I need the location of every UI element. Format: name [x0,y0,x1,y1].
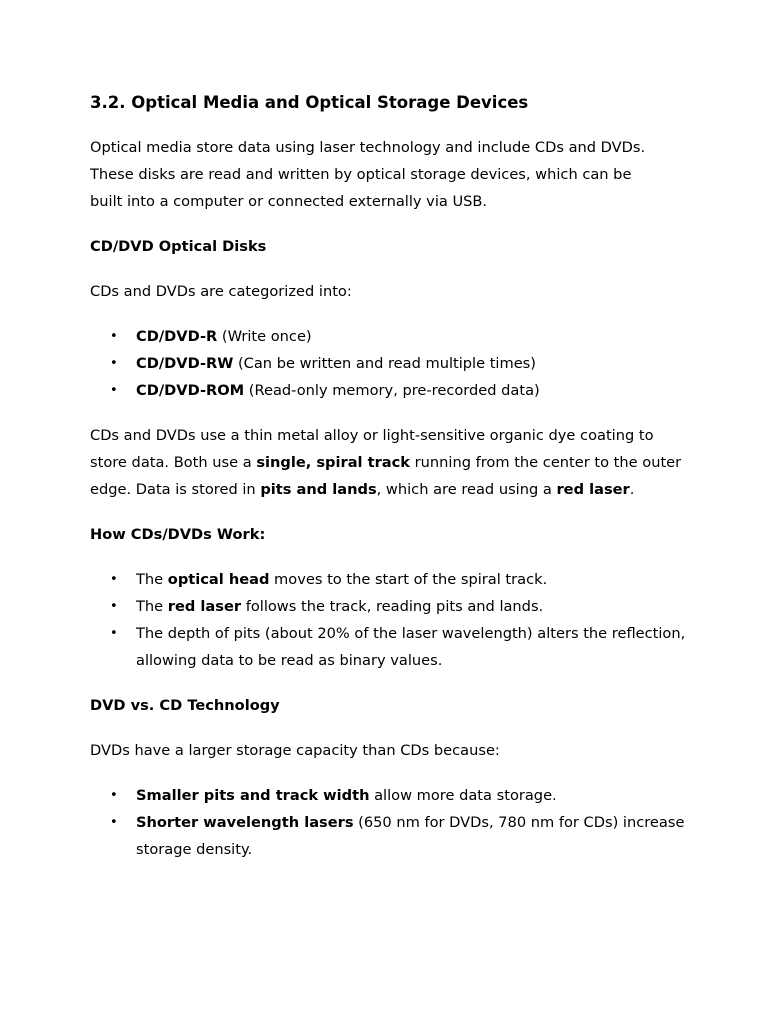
list-item-term: Smaller pits and track width [136,787,370,804]
paragraph-bold: pits and lands [260,481,377,498]
list-item [90,377,690,404]
paragraph-text: , which are read using a [376,481,557,498]
categories-lead: CDs and DVDs are categorized into: [90,283,352,300]
list-item-text: (Can be written and read multiple times) [233,355,536,372]
list-item-term: Shorter wavelength lasers [136,814,354,831]
capacity-lead: DVDs have a larger storage capacity than CDs because: [90,742,500,759]
list-item [90,782,690,809]
list-item-text: allow more data storage. [369,787,557,804]
disk-types-list [90,323,690,404]
list-item [90,323,690,350]
how-it-works-list [90,566,690,674]
list-item-text: (Read-only memory, pre-recorded data) [244,382,540,399]
list-item-pre: The [136,571,168,588]
list-item-term: CD/DVD-R [136,328,218,345]
subheading-dvd-vs-cd: DVD vs. CD Technology [90,697,280,714]
list-item-term: CD/DVD-RW [136,355,234,372]
list-item-text: (Write once) [217,328,312,345]
list-item-pre: The [136,598,168,615]
subheading-optical-disks: CD/DVD Optical Disks [90,238,267,255]
intro-paragraph [90,134,690,215]
list-item-term: optical head [167,571,270,588]
intro-line-2: These disks are read and written by optical storage devices, which can be [90,166,632,183]
coating-paragraph [90,422,690,503]
capacity-reasons-list [90,782,690,863]
paragraph-bold: red laser [556,481,630,498]
list-item-term: red laser [167,598,242,615]
paragraph-text: . [629,481,635,498]
list-item [90,350,690,377]
intro-line-3: built into a computer or connected externally via USB. [90,193,488,210]
section-title: 3.2. Optical Media and Optical Storage Devices [90,93,529,112]
list-item [90,809,690,863]
paragraph-text: running from the center to the outer edge. Data is stored in [90,454,682,498]
document-page [90,92,690,881]
intro-line-1: Optical media store data using laser technology and include CDs and DVDs. [90,139,646,156]
list-item-term: CD/DVD-ROM [136,382,245,399]
paragraph-text: CDs and DVDs use a thin metal alloy or light-sensitive organic dye coating to store data. Both use a [90,427,654,471]
list-item [90,593,690,620]
subheading-how-it-works: How CDs/DVDs Work: [90,526,266,543]
list-item-text: moves to the start of the spiral track. [269,571,548,588]
list-item [90,620,690,674]
list-item-text: (650 nm for DVDs, 780 nm for CDs) increase storage density. [136,814,685,858]
paragraph-bold: single, spiral track [256,454,411,471]
list-item [90,566,690,593]
list-item-text: follows the track, reading pits and lands. [241,598,544,615]
list-item-text: The depth of pits (about 20% of the laser wavelength) alters the reflection, allowing data to be read as binary values. [136,625,686,669]
